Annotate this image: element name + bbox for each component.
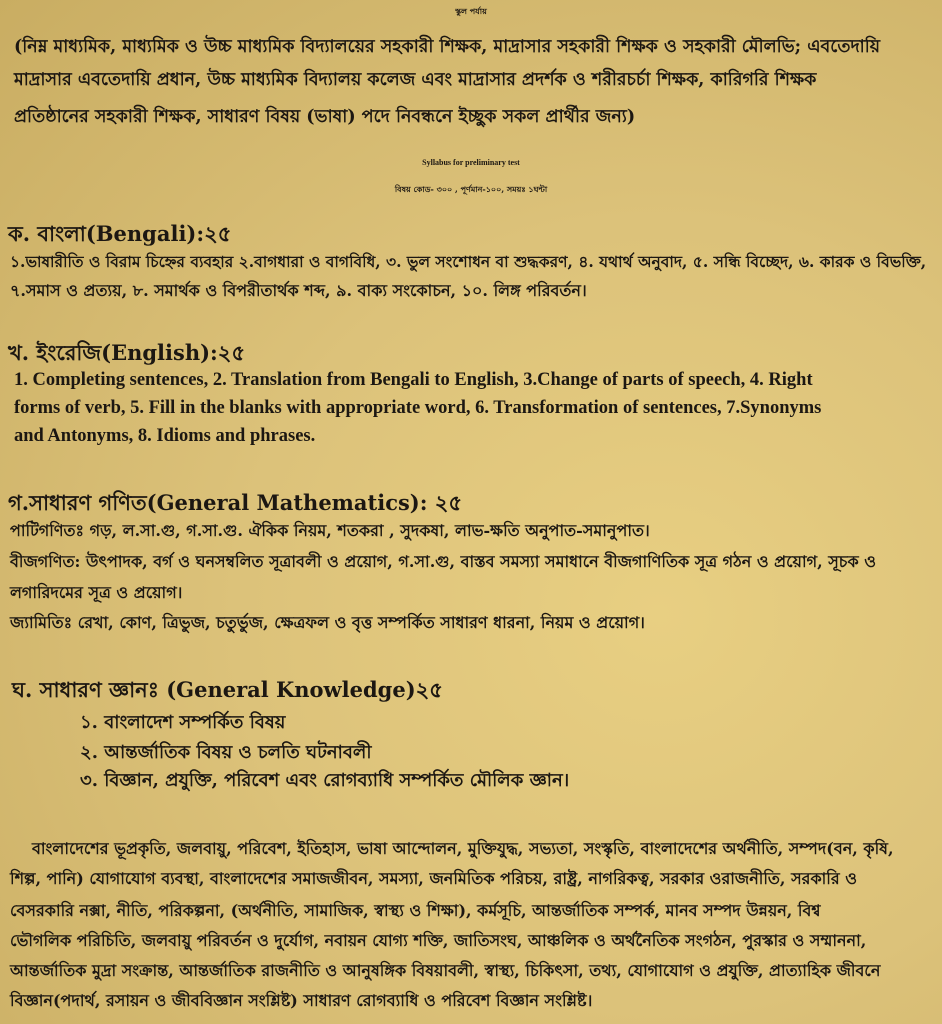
gk-paragraph-line-6: বিজ্ঞান(পদার্থ, রসায়ন ও জীববিজ্ঞান সংশ্লিষ্ট) সাধারণ রোগব্যাধি ও পরিবেশ বিজ্ঞান সংশ্লিষ্ট। <box>10 991 593 1010</box>
gk-paragraph-line-2: শিল্প, পানি) যোগাযোগ ব্যবস্থা, বাংলাদেশের সমাজজীবন, সমস্যা, জনমিতিক পরিচয়, রাষ্ট্র, নাগরিকত্ব, সরকার ওরাজনীতি, সরকারি ও <box>10 869 857 888</box>
math-heading: গ.সাধারণ গণিত(General Mathematics): ২৫ <box>8 490 463 515</box>
gk-item-3: ৩. বিজ্ঞান, প্রযুক্তি, পরিবেশ এবং রোগব্যাধি সম্পর্কিত মৌলিক জ্ঞান। <box>80 770 570 791</box>
intro-line-3: প্রতিষ্ঠানের সহকারী শিক্ষক, সাধারণ বিষয় (ভাষা) পদে নিবন্ধনে ইচ্ছুক সকল প্রার্থীর জন্য) <box>14 107 636 127</box>
intro-line-1: (নিম্ন মাধ্যমিক, মাধ্যমিক ও উচ্চ মাধ্যমিক বিদ্যালয়ের সহকারী শিক্ষক, মাদ্রাসার সহকারী শিক্ষক ও সহকারী মৌলভি; এবতেদায়ি <box>14 37 881 57</box>
gk-item-1: ১. বাংলাদেশ সম্পর্কিত বিষয় <box>80 712 286 733</box>
bengali-line-2: ৭.সমাস ও প্রত্যয়, ৮. সমার্থক ও বিপরীতার্থক শব্দ, ৯. বাক্য সংকোচন, ১০. লিঙ্গ পরিবর্তন। <box>10 281 587 300</box>
subject-code-line: বিষয় কোড- ৩০০ , পূর্ণমান-১০০, সময়ঃ ১ঘন্টা <box>394 184 548 194</box>
gk-heading: ঘ. সাধারণ জ্ঞানঃ (General Knowledge)২৫ <box>12 677 443 702</box>
bengali-line-1: ১.ভাষারীতি ও বিরাম চিহ্নের ব্যবহার ২.বাগধারা ও বাগবিধি, ৩. ভুল সংশোধন বা শুদ্ধকরণ, ৪. যথার্থ অনুবাদ, ৫. সন্ধি বিচ্ছেদ, ৬. কারক ও বিভক্তি, <box>10 252 927 271</box>
gk-paragraph-line-3: বেসরকারি নক্সা, নীতি, পরিকল্পনা, (অর্থনীতি, সামাজিক, স্বাস্থ্য ও শিক্ষা), কর্মসূচি, আন্তর্জাতিক সম্পর্ক, মানব সম্পদ উন্নয়ন, বিশ্ব <box>10 901 821 920</box>
english-line-3: and Antonyms, 8. Idioms and phrases. <box>14 426 316 446</box>
syllabus-title: Syllabus for preliminary test <box>422 158 520 167</box>
bengali-heading: ক. বাংলা(Bengali):২৫ <box>8 221 232 246</box>
gk-paragraph-line-5: আন্তর্জাতিক মুদ্রা সংক্রান্ত, আন্তর্জাতিক রাজনীতি ও আনুষঙ্গিক বিষয়াবলী, স্বাস্থ্য, চিকিৎসা, তথ্য, যোগাযোগ ও প্রযুক্তি, প্রাত্যাহিক জীবনে <box>10 961 881 980</box>
gk-item-2: ২. আন্তর্জাতিক বিষয় ও চলতি ঘটনাবলী <box>80 742 372 763</box>
gk-paragraph-line-4: ভৌগলিক পরিচিতি, জলবায়ু পরিবর্তন ও দুর্যোগ, নবায়ন যোগ্য শক্তি, জাতিসংঘ, আঞ্চলিক ও অর্থনৈতিক সংগঠন, পুরস্কার ও সম্মাননা, <box>10 931 867 950</box>
math-arithmetic: পাটিগণিতঃ গড়, ল.সা.গু, গ.সা.গু. ঐকিক নিয়ম, শতকরা , সুদকষা, লাভ-ক্ষতি অনুপাত-সমানুপাত। <box>10 521 650 540</box>
gk-paragraph-line-1: বাংলাদেশের ভূপ্রকৃতি, জলবায়ু, পরিবেশ, ইতিহাস, ভাষা আন্দোলন, মুক্তিযুদ্ধ, সভ্যতা, সংস্কৃতি, বাংলাদেশের অর্থনীতি, সম্পদ(বন, কৃষি, <box>32 839 894 858</box>
math-algebra-2: লগারিদমের সূত্র ও প্রয়োগ। <box>10 583 183 602</box>
intro-line-2: মাদ্রাসার এবতেদায়ি প্রধান, উচ্চ মাধ্যমিক বিদ্যালয় কলেজ এবং মাদ্রাসার প্রদর্শক ও শরীরচর্চা শিক্ষক, কারিগরি শিক্ষক <box>14 70 817 90</box>
section-level-title: স্কুল পর্যায় <box>455 6 487 16</box>
english-line-1: 1. Completing sentences, 2. Translation from Bengali to English, 3.Change of parts of speech, 4. Right <box>14 370 813 390</box>
english-heading: খ. ইংরেজি(English):২৫ <box>8 340 246 365</box>
math-algebra-1: বীজগণিত: উৎপাদক, বর্গ ও ঘনসম্বলিত সূত্রাবলী ও প্রয়োগ, গ.সা.গু, বাস্তব সমস্যা সমাধানে বীজগাণিতিক সূত্র গঠন ও প্রয়োগ, সূচক ও <box>10 552 876 571</box>
english-line-2: forms of verb, 5. Fill in the blanks with appropriate word, 6. Transformation of sentences, 7.Synonyms <box>14 398 822 418</box>
math-geometry: জ্যামিতিঃ রেখা, কোণ, ত্রিভুজ, চতুর্ভুজ, ক্ষেত্রফল ও বৃত্ত সম্পর্কিত সাধারণ ধারনা, নিয়ম ও প্রয়োগ। <box>10 613 645 632</box>
